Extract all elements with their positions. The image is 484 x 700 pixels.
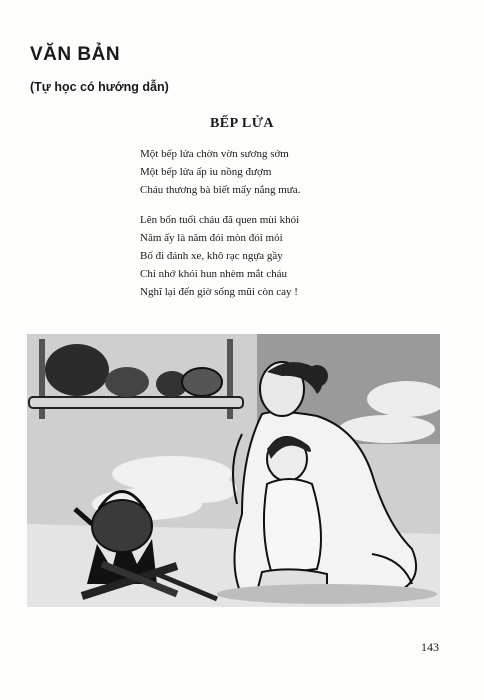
straw-mat (217, 584, 437, 604)
poem-line: Cháu thương bà biết mấy nắng mưa. (140, 184, 301, 196)
poem-stanza-1 (140, 145, 300, 199)
basket (182, 368, 222, 396)
poem-line: Chỉ nhớ khói hun nhèm mắt cháu (140, 268, 287, 280)
grandmother-child-hearth-illustration (27, 334, 440, 607)
section-subtitle: (Tự học có hướng dẫn) (30, 80, 169, 94)
page-number: 143 (421, 640, 439, 654)
poem-line: Một bếp lửa chờn vờn sương sớm (140, 148, 289, 160)
clay-pot (45, 344, 109, 396)
bamboo-shelf (29, 397, 243, 408)
poem-line: Bố đi đánh xe, khô rạc ngựa gầy (140, 250, 283, 262)
poem-stanza-2 (140, 211, 299, 301)
poem-line: Nghĩ lại đến giờ sống mũi còn cay ! (140, 286, 298, 298)
poem-line: Năm ấy là năm đói mòn đói mỏi (140, 232, 283, 244)
section-title: VĂN BẢN (30, 44, 121, 65)
clay-pot (105, 367, 149, 397)
poem-title: BẾP LỬA (209, 116, 275, 131)
poem-line: Lên bốn tuổi cháu đã quen mùi khói (140, 214, 300, 226)
poem-line: Một bếp lửa ấp iu nồng đượm (140, 166, 272, 178)
